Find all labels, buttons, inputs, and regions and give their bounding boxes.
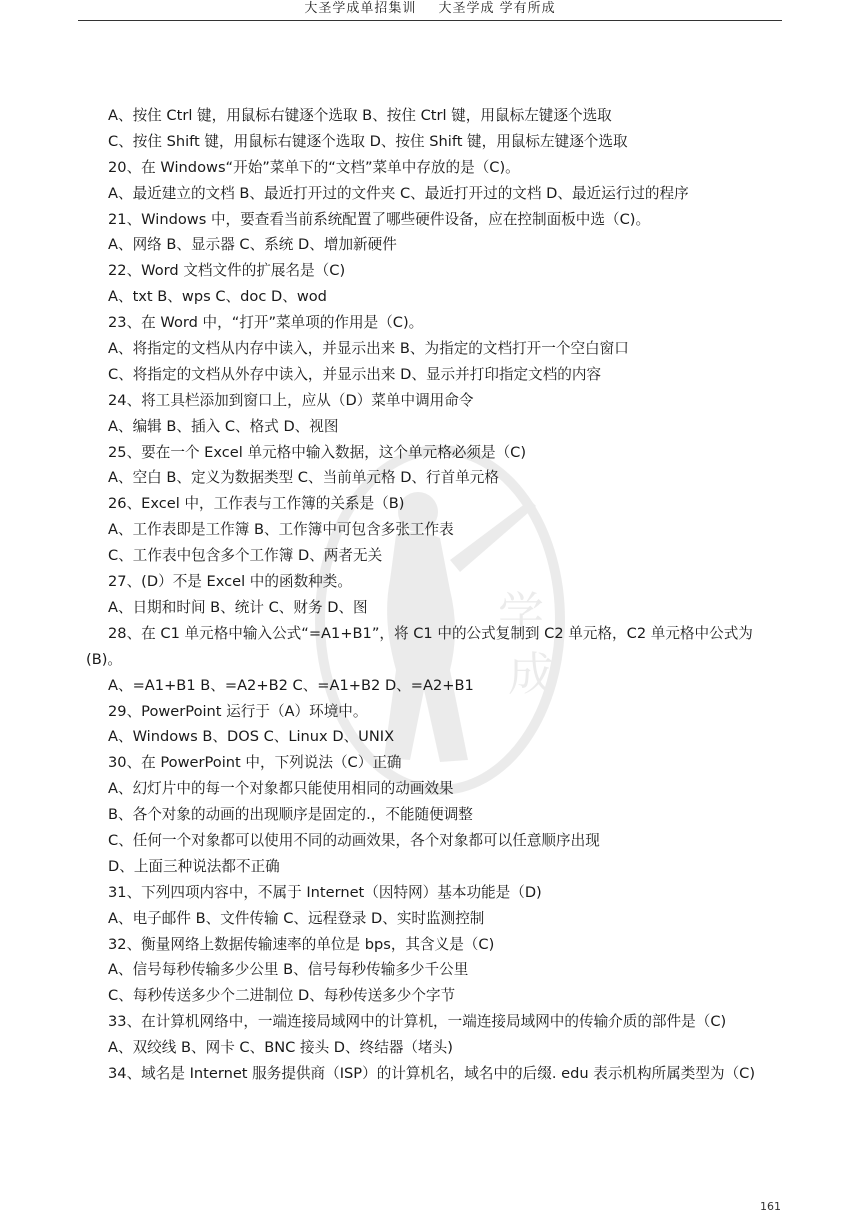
text-line: A、网络 B、显示器 C、系统 D、增加新硬件 <box>108 236 397 254</box>
question-line: 25、要在一个 Excel 单元格中输入数据，这个单元格必须是（C) <box>108 443 527 461</box>
question-line: 22、Word 文档文件的扩展名是（C) <box>108 262 346 280</box>
text-line: A、txt B、wps C、doc D、wod <box>108 288 327 306</box>
text-line: A、最近建立的文档 B、最近打开过的文件夹 C、最近打开过的文档 D、最近运行过的程序 <box>108 184 689 202</box>
question-line: 26、Excel 中，工作表与工作簿的关系是（B) <box>108 495 405 513</box>
text-line: A、空白 B、定义为数据类型 C、当前单元格 D、行首单元格 <box>108 469 499 487</box>
question-line: 21、Windows 中，要查看当前系统配置了哪些硬件设备，应在控制面板中选（C)。 <box>108 210 651 228</box>
question-line-wrapped: 28、在 C1 单元格中输入公式“=A1+B1”，将 C1 中的公式复制到 C2 单元格，C2 单元格中公式为(B)。 <box>86 624 753 668</box>
question-line: 20、在 Windows“开始”菜单下的“文档”菜单中存放的是（C)。 <box>108 158 520 176</box>
watermark-char-2: 成 <box>508 647 554 701</box>
text-line: C、按住 Shift 键，用鼠标右键逐个选取 D、按住 Shift 键，用鼠标左键逐个选取 <box>108 132 628 150</box>
question-line: 31、下列四项内容中，不属于 Internet（因特网）基本功能是（D) <box>108 883 542 901</box>
text-line: A、按住 Ctrl 键，用鼠标右键逐个选取 B、按住 Ctrl 键，用鼠标左键逐个选取 <box>108 107 612 124</box>
page-number: 161 <box>760 1200 781 1213</box>
text-line: A、编辑 B、插入 C、格式 D、视图 <box>108 417 339 435</box>
text-line: B、各个对象的动画的出现顺序是固定的.，不能随便调整 <box>108 806 473 824</box>
question-line: 33、在计算机网络中，一端连接局域网中的计算机，一端连接局域网中的传输介质的部件是（C) <box>108 1013 727 1031</box>
text-line: A、=A1+B1 B、=A2+B2 C、=A1+B2 D、=A2+B1 <box>108 676 474 694</box>
question-line: 30、在 PowerPoint 中，下列说法（C）正确 <box>108 754 402 772</box>
question-line: 23、在 Word 中，“打开”菜单项的作用是（C)。 <box>108 314 424 332</box>
text-line: C、将指定的文档从外存中读入，并显示出来 D、显示并打印指定文档的内容 <box>108 365 602 383</box>
text-line: A、日期和时间 B、统计 C、财务 D、图 <box>108 598 368 616</box>
text-line: C、工作表中包含多个工作簿 D、两者无关 <box>108 547 383 565</box>
text-line: C、任何一个对象都可以使用不同的动画效果，各个对象都可以任意顺序出现 <box>108 831 600 849</box>
text-line: A、电子邮件 B、文件传输 C、远程登录 D、实时监测控制 <box>108 909 485 927</box>
header-right-text: 大圣学成 学有所成 <box>438 1 556 16</box>
question-line: 29、PowerPoint 运行于（A）环境中。 <box>108 702 368 720</box>
document-body <box>86 103 786 1087</box>
question-line: 34、域名是 Internet 服务提供商（ISP）的计算机名，域名中的后缀. edu 表示机构所属类型为（C) <box>108 1064 756 1082</box>
question-line: 24、将工具栏添加到窗口上，应从（D）菜单中调用命令 <box>108 391 474 409</box>
question-line: 27、(D）不是 Excel 中的函数种类。 <box>108 573 352 591</box>
text-line: A、将指定的文档从内存中读入，并显示出来 B、为指定的文档打开一个空白窗口 <box>108 340 629 358</box>
question-line: 32、衡量网络上数据传输速率的单位是 bps，其含义是（C) <box>108 935 495 953</box>
text-line: A、工作表即是工作簿 B、工作簿中可包含多张工作表 <box>108 521 454 539</box>
header-left-text: 大圣学成单招集训 <box>304 1 417 16</box>
text-line: A、信号每秒传输多少公里 B、信号每秒传输多少千公里 <box>108 961 469 979</box>
text-line: D、上面三种说法都不正确 <box>108 857 280 875</box>
page-header <box>78 0 782 21</box>
text-line: A、双绞线 B、网卡 C、BNC 接头 D、终结器（堵头) <box>108 1039 453 1057</box>
text-line: A、Windows B、DOS C、Linux D、UNIX <box>108 728 395 746</box>
text-line: C、每秒传送多少个二进制位 D、每秒传送多少个字节 <box>108 987 456 1005</box>
text-line: A、幻灯片中的每一个对象都只能使用相同的动画效果 <box>108 780 454 798</box>
watermark-char-1: 学 <box>498 587 544 641</box>
